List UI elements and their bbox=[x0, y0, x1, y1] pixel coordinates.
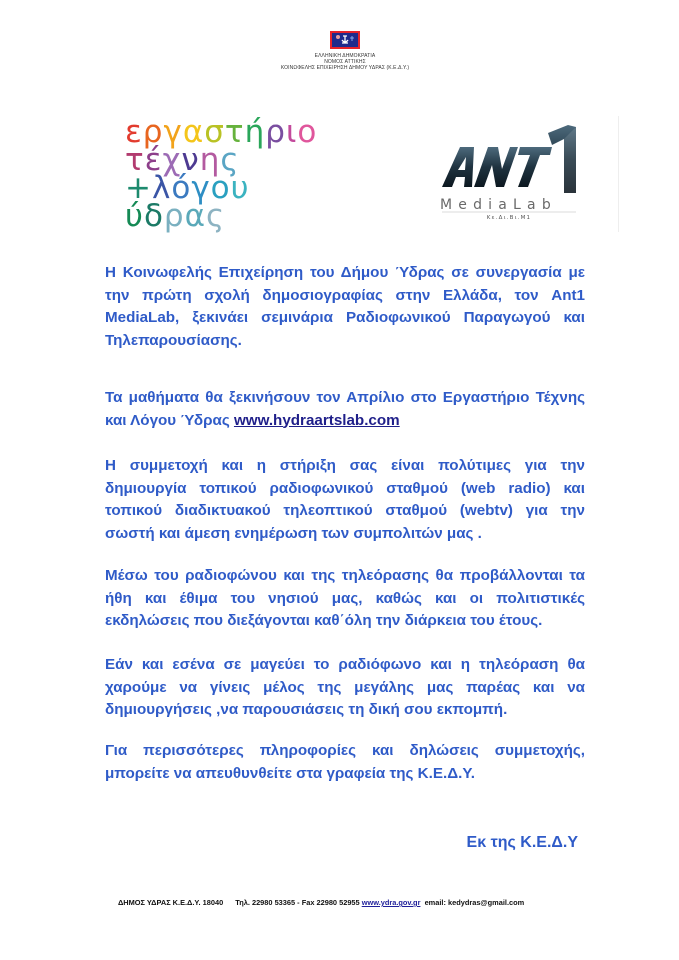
art-lab-logo-letter: ή bbox=[244, 114, 266, 150]
art-lab-logo-row bbox=[125, 198, 285, 234]
art-lab-logo-row bbox=[125, 114, 318, 150]
ant1-logo-subtitle: MediaLab bbox=[440, 197, 557, 213]
header-line-prefecture: ΝΟΜΟΣ ΑΤΤΙΚΗΣ bbox=[324, 59, 366, 65]
hydra-municipality-emblem-icon bbox=[330, 31, 360, 49]
art-lab-logo-letter: σ bbox=[204, 114, 225, 150]
art-lab-logo-letter: ρ bbox=[142, 114, 164, 150]
art-lab-logo-letter: ς bbox=[206, 198, 226, 234]
art-lab-logo-letter: δ bbox=[143, 198, 164, 234]
footer-website-link[interactable]: www.ydra.gov.gr bbox=[361, 898, 421, 907]
ant1-logo-graphic bbox=[440, 125, 590, 220]
ant1-medialab-logo bbox=[440, 125, 590, 220]
intro-paragraph: Η Κοινωφελής Επιχείρηση του Δήμου Ύδρας σε συνεργασία με την πρώτη σχολή δημοσιογραφίας στην Ελλάδα, τον Ant1 MediaLab, ξεκινάει σεμινάρια Ραδιοφωνικού Παραγωγού και Τηλεπαρουσίασης. bbox=[105, 264, 585, 349]
art-lab-logo-letter: γ bbox=[163, 114, 183, 150]
art-lab-logo-letter: χ bbox=[162, 142, 182, 178]
art-lab-logo-letter: υ bbox=[230, 170, 250, 206]
support-paragraph: Η συμμετοχή και η στήριξη σας είναι πολύτιμες για την δημιουργία τοπικού ραδιοφωνικού σταθμού (web radio) και τοπικού διαδικτυακού τηλεοπτικού σταθμού (webtv) για την σωστή και άμεση ενημέρωση των συμπολιτών μας . bbox=[105, 457, 585, 542]
art-lab-logo-letter: α bbox=[184, 198, 207, 234]
art-lab-logo-letter: α bbox=[182, 114, 205, 150]
art-lab-logo-letter: ρ bbox=[265, 114, 286, 150]
art-lab-logo-letter: ε bbox=[125, 114, 143, 150]
art-lab-logo-letter: η bbox=[199, 142, 221, 178]
classes-paragraph-text: Τα μαθήματα θα ξεκινήσουν τον Απρίλιο στο Εργαστήριο Τέχνης και Λόγου Ύδρας bbox=[105, 389, 585, 429]
art-lab-logo-letter: γ bbox=[191, 170, 211, 206]
signature: Εκ της Κ.Ε.Δ.Υ bbox=[466, 834, 578, 851]
contact-paragraph: Για περισσότερες πληροφορίες και δηλώσεις συμμετοχής, μπορείτε να απευθυνθείτε στα γραφεία της Κ.Ε.Δ.Υ. bbox=[105, 742, 585, 782]
art-lab-logo-letter: + bbox=[125, 170, 152, 206]
art-lab-logo-letter: τ bbox=[224, 114, 245, 150]
hydraartslab-link[interactable]: www.hydraartslab.com bbox=[233, 411, 400, 429]
art-lab-logo-letter: έ bbox=[144, 142, 163, 178]
culture-paragraph: Μέσω του ραδιοφώνου και της τηλεόρασης θα προβάλλονται τα ήθη και έθιμα του νησιού μας, καθώς και οι πολιτιστικές εκδηλώσεις που διεξάγονται καθ΄όλη την διάρκεια του έτους. bbox=[105, 567, 585, 629]
footer-email: email: kedydras@gmail.com bbox=[424, 898, 525, 907]
art-lab-logo-letter: ν bbox=[181, 142, 200, 178]
invitation-paragraph: Εάν και εσένα σε μαγεύει το ραδιόφωνο και η τηλεόραση θα χαρούμε να γίνεις μέλος της μεγάλης μας παρέας και να δημιουργήσεις ,να παρουσιάσεις τη δική σου εκπομπή. bbox=[105, 656, 585, 718]
art-lab-logo-row bbox=[125, 170, 285, 206]
art-lab-logo-letter: ύ bbox=[125, 198, 144, 234]
classes-paragraph bbox=[105, 387, 585, 432]
art-lab-logo bbox=[125, 114, 318, 234]
art-lab-logo-letter: ι bbox=[285, 114, 298, 150]
footer bbox=[118, 898, 524, 907]
art-lab-logo-letter: ς bbox=[220, 142, 240, 178]
art-lab-logo-letter: λ bbox=[151, 170, 172, 206]
footer-address: ΔΗΜΟΣ ΥΔΡΑΣ Κ.Ε.Δ.Υ. 18040 bbox=[118, 898, 224, 907]
ant1-logo-tagline: Κε.Δι.Βι.Μ1 bbox=[486, 215, 532, 220]
logo-divider bbox=[618, 116, 619, 232]
art-lab-logo-letter: ο bbox=[297, 114, 318, 150]
header-line-organization: ΚΟΙΝΩΦΕΛΗΣ ΕΠΙΧΕΙΡΗΣΗ ΔΗΜΟΥ ΥΔΡΑΣ (Κ.Ε.Δ.Υ.) bbox=[280, 65, 410, 71]
header-line-republic: ΕΛΛΗΝΙΚΗ ΔΗΜΟΚΡΑΤΙΑ bbox=[314, 53, 376, 59]
art-lab-logo-letter: ο bbox=[210, 170, 231, 206]
art-lab-logo-letter: ρ bbox=[163, 198, 185, 234]
footer-fax: Fax 22980 52955 bbox=[301, 898, 360, 907]
art-lab-logo-letter: τ bbox=[125, 142, 145, 178]
footer-phone: Τηλ. 22980 53365 - bbox=[235, 898, 300, 907]
art-lab-logo-letter: ό bbox=[171, 170, 192, 206]
